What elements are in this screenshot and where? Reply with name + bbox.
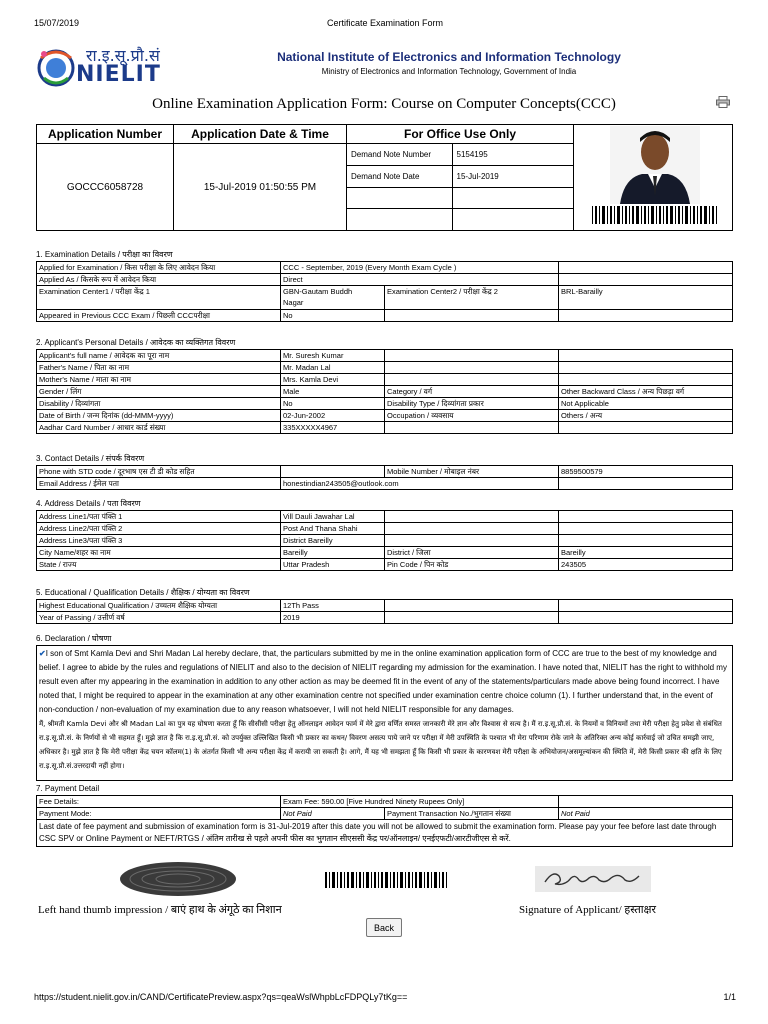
field-label: Occupation / व्यवसाय bbox=[385, 410, 559, 422]
exam-details-table bbox=[36, 261, 733, 322]
thumb-impression bbox=[118, 860, 238, 898]
occupation: Others / अन्य bbox=[559, 410, 733, 422]
payment-detail-section bbox=[36, 782, 733, 847]
empty-cell bbox=[385, 374, 559, 386]
payment-barcode bbox=[324, 872, 448, 888]
declaration-english: I son of Smt Kamla Devi and Shri Madan Lal hereby declare, that, the particulars submitted by me in the online examination application form of CCC are true to the best of my knowledge and belief. I agree to abide by the rules and regulations of NIELIT and also to the decision of NIELIT regarding my admission for the examination. I have noted that, NIELIT has the right to withhold my result even after my appearing in the examination in addition to any other action as may be deemed fit in the event of any of the statements/particulars made above being found incorrect. I have noted that, I might be required to appear in the examination at any other examination centre not specified under examination centre choice column (1). I further understand that, in the event of non-conduction / non-evaluation of my examination due to any reason whatsoever, I will not held NIELIT responsible for any damages. bbox=[39, 649, 727, 714]
page-url: https://student.nielit.gov.in/CAND/CertificatePreview.aspx?qs=qeaWslWhpbLcFDPQLy7tKg== bbox=[34, 992, 408, 1002]
payment-mode: Not Paid bbox=[281, 808, 385, 820]
field-label: Examination Center2 / परीक्षा केंद्र 2 bbox=[385, 286, 559, 310]
declaration-hindi: मैं, श्रीमती Kamla Devi और श्री Madan Lal का पुत्र यह घोषणा करता हूँ कि सीसीसी परीक्षा हेतु ऑनलाइन आवेदन फार्म में मेरे द्वारा वर्णित समस्त जानकारी मेरे ज्ञान और विश्वास से सत्य है। मैं रा.इ.सू.प्रौ.सं. के नियमों व विनियमों तथा मेरी परीक्षा हेतु प्रवेश से संबंधित रा.इ.सू.प्रौ.सं. के निर्णयों से भी सहमत हूँ। मुझे ज्ञात है कि रा.इ.सू.प्रौ.सं. को उपर्युक्त उल्लिखित किसी भी प्रकार का कथन/ विवरण असत्य पाये जाने पर परीक्षा में मेरी उपस्थिति के पश्चात भी मेरा परिणाम रोके जाने के अतिरिक्त अन्य कोई कार्रवाई जो उचित समझी जाए, अधिकार है। मुझे ज्ञात है कि मेरी परीक्षा केंद्र चयन कॉलम(1) के अंतर्गत किसी भी अन्य परीक्षा केंद्र में करायी जा सकती है। आगे, मैं यह भी समझता हूँ कि किसी भी प्रकार के कारणवश मेरी परीक्षा के अभियोजन/असमूल्यांकन की स्थिति में, मेरी किसी प्रकार की क्षति के लिए रा.इ.सू.प्रौ.सं.उत्तरदायी नहीं होगा। bbox=[39, 720, 722, 770]
application-barcode bbox=[590, 206, 720, 224]
organisation-name: National Institute of Electronics and Information Technology bbox=[277, 50, 621, 64]
applied-as: Direct bbox=[281, 274, 559, 286]
field-label: Email Address / ईमेल पता bbox=[37, 478, 281, 490]
field-label: Category / वर्ग bbox=[385, 386, 559, 398]
section-heading: 1. Examination Details / परीक्षा का विवरण bbox=[36, 250, 173, 259]
field-label: State / राज्य bbox=[37, 559, 281, 571]
exam-centre-1 bbox=[281, 286, 385, 310]
demand-note-number: 5154195 bbox=[452, 144, 573, 166]
empty-cell bbox=[385, 310, 559, 322]
empty-cell bbox=[559, 478, 733, 490]
declaration-section bbox=[36, 632, 733, 781]
empty-cell bbox=[559, 796, 733, 808]
logo-nielit-text: NIELIT bbox=[76, 62, 161, 87]
year-of-passing: 2019 bbox=[281, 612, 385, 624]
exam-details-section bbox=[36, 248, 733, 322]
empty-cell bbox=[385, 600, 559, 612]
office-use-table bbox=[347, 144, 573, 230]
office-use-cell bbox=[347, 144, 574, 231]
empty-cell bbox=[559, 310, 733, 322]
mobile-number: 8859500579 bbox=[559, 466, 733, 478]
demand-note-date-label: Demand Note Date bbox=[347, 166, 452, 188]
print-icon[interactable] bbox=[716, 96, 730, 108]
field-label: Disability / दिव्यांगता bbox=[37, 398, 281, 410]
empty-cell bbox=[559, 523, 733, 535]
payment-note: Last date of fee payment and submission of examination form is 31-Jul-2019 after this date you will not be allowed to submit the examination form. Please pay your fee before last date through CSC SPV or Online Payment or NEFT/RTGS / अंतिम तारीख से पहले अपनी फीस का भुगतान सीएससी केंद्र पर/ऑनलाइन/ एनईएफटी/आरटीजीएस से करें. bbox=[36, 820, 733, 847]
empty-cell bbox=[385, 362, 559, 374]
print-date: 15/07/2019 bbox=[34, 18, 80, 28]
print-header bbox=[34, 18, 736, 30]
empty-cell bbox=[559, 262, 733, 274]
phone bbox=[281, 466, 385, 478]
page-number: 1/1 bbox=[723, 992, 736, 1002]
exam-centre-2: BRL-Barailly bbox=[559, 286, 733, 310]
field-label: Date of Birth / जन्म दिनांक (dd-MMM-yyyy) bbox=[37, 410, 281, 422]
field-label: City Name/शहर का नाम bbox=[37, 547, 281, 559]
empty-cell bbox=[559, 600, 733, 612]
empty-cell bbox=[559, 274, 733, 286]
signature-label: Signature of Applicant/ हस्ताक्षर bbox=[519, 904, 657, 916]
field-label: District / जिला bbox=[385, 547, 559, 559]
empty-cell bbox=[385, 612, 559, 624]
logo-hindi-text: रा.इ.सू.प्रौ.सं bbox=[86, 46, 160, 65]
field-label: Address Line1/पता पंक्ति 1 bbox=[37, 511, 281, 523]
field-label: Pin Code / पिन कोड bbox=[385, 559, 559, 571]
print-title: Certificate Examination Form bbox=[326, 18, 444, 28]
empty-cell bbox=[385, 350, 559, 362]
applicant-name: Mr. Suresh Kumar bbox=[281, 350, 385, 362]
section-heading: 6. Declaration / घोषणा bbox=[36, 634, 112, 643]
address-details-section bbox=[36, 497, 733, 571]
education-details-table bbox=[36, 599, 733, 624]
field-label: Gender / लिंग bbox=[37, 386, 281, 398]
header-application-number: Application Number bbox=[37, 125, 174, 144]
empty-cell bbox=[559, 362, 733, 374]
email-address: honestindian243505@outlook.com bbox=[281, 478, 559, 490]
contact-details-section bbox=[36, 452, 733, 490]
section-heading: 7. Payment Detail bbox=[36, 784, 100, 793]
transaction-number: Not Paid bbox=[559, 808, 733, 820]
organisation-header bbox=[160, 50, 738, 76]
contact-details-table bbox=[36, 465, 733, 490]
father-name: Mr. Madan Lal bbox=[281, 362, 385, 374]
field-label: Disability Type / दिव्यांगता प्रकार bbox=[385, 398, 559, 410]
header-application-date: Application Date & Time bbox=[174, 125, 347, 144]
qualification: 12Th Pass bbox=[281, 600, 385, 612]
demand-note-number-label: Demand Note Number bbox=[347, 144, 452, 166]
field-label: Phone with STD code / दूरभाष एस टी डी कोड सहित bbox=[37, 466, 281, 478]
nielit-logo bbox=[36, 44, 161, 92]
header-office-use: For Office Use Only bbox=[347, 125, 574, 144]
empty-cell bbox=[385, 422, 559, 434]
personal-details-section bbox=[36, 336, 733, 434]
section-heading: 3. Contact Details / संपर्क विवरण bbox=[36, 454, 145, 463]
demand-note-date: 15-Jul-2019 bbox=[452, 166, 573, 188]
exam-centre-1-line: Nagar bbox=[283, 298, 304, 307]
fee-details: Exam Fee: 590.00 [Five Hundred Ninety Rupees Only] bbox=[281, 796, 559, 808]
application-number: GOCCC6058728 bbox=[37, 144, 174, 231]
payment-detail-table bbox=[36, 795, 733, 820]
field-label: Fee Details: bbox=[37, 796, 281, 808]
state: Uttar Pradesh bbox=[281, 559, 385, 571]
field-label: Highest Educational Qualification / उच्चतम शैक्षिक योग्यता bbox=[37, 600, 281, 612]
empty-cell bbox=[385, 511, 559, 523]
appeared-previous: No bbox=[281, 310, 385, 322]
category: Other Backward Class / अन्य पिछड़ा वर्ग bbox=[559, 386, 733, 398]
empty-cell bbox=[385, 523, 559, 535]
field-label: Applicant's full name / आवेदक का पूरा नाम bbox=[37, 350, 281, 362]
field-label: Year of Passing / उत्तीर्ण वर्ष bbox=[37, 612, 281, 624]
applied-for-exam: CCC - September, 2019 (Every Month Exam Cycle ) bbox=[281, 262, 559, 274]
district: Bareilly bbox=[559, 547, 733, 559]
mother-name: Mrs. Kamla Devi bbox=[281, 374, 385, 386]
empty-cell bbox=[559, 612, 733, 624]
education-details-section bbox=[36, 586, 733, 624]
declaration-box bbox=[36, 645, 733, 781]
date-of-birth: 02-Jun-2002 bbox=[281, 410, 385, 422]
field-label: Applied As / किसके रूप में आवेदन किया bbox=[37, 274, 281, 286]
office-blank-cell bbox=[452, 209, 573, 231]
address-details-table bbox=[36, 510, 733, 571]
office-blank-cell bbox=[347, 187, 452, 209]
field-label: Aadhar Card Number / आधार कार्ड संख्या bbox=[37, 422, 281, 434]
section-heading: 2. Applicant's Personal Details / आवेदक का व्यक्तिगत विवरण bbox=[36, 338, 236, 347]
field-label: Examination Center1 / परीक्षा केंद्र 1 bbox=[37, 286, 281, 310]
empty-cell bbox=[559, 422, 733, 434]
field-label: Address Line2/पता पंक्ति 2 bbox=[37, 523, 281, 535]
applicant-photo bbox=[590, 126, 720, 204]
field-label: Address Line3/पता पंक्ति 3 bbox=[37, 535, 281, 547]
globe-icon bbox=[36, 44, 76, 90]
office-blank-cell bbox=[452, 187, 573, 209]
field-label: Payment Mode: bbox=[37, 808, 281, 820]
disability: No bbox=[281, 398, 385, 410]
form-title: Online Examination Application Form: Course on Computer Concepts(CCC) bbox=[152, 96, 616, 112]
personal-details-table bbox=[36, 349, 733, 434]
aadhar-number: 335XXXXX4967 bbox=[281, 422, 385, 434]
office-blank-cell bbox=[347, 209, 452, 231]
empty-cell bbox=[559, 374, 733, 386]
gender: Male bbox=[281, 386, 385, 398]
address-line-2: Post And Thana Shahi bbox=[281, 523, 385, 535]
field-label: Mother's Name / माता का नाम bbox=[37, 374, 281, 386]
field-label: Father's Name / पिता का नाम bbox=[37, 362, 281, 374]
ministry-name: Ministry of Electronics and Information Technology, Government of India bbox=[321, 67, 577, 76]
field-label: Payment Transaction No./भुगतान संख्या bbox=[385, 808, 559, 820]
disability-type: Not Applicable bbox=[559, 398, 733, 410]
field-label: Mobile Number / मोबाइल नंबर bbox=[385, 466, 559, 478]
pin-code: 243505 bbox=[559, 559, 733, 571]
application-date: 15-Jul-2019 01:50:55 PM bbox=[174, 144, 347, 231]
city: Bareilly bbox=[281, 547, 385, 559]
section-heading: 4. Address Details / पता विवरण bbox=[36, 499, 141, 508]
address-line-1: Vill Dauli Jawahar Lal bbox=[281, 511, 385, 523]
field-label: Applied for Examination / किस परीक्षा के लिए आवेदन किया bbox=[37, 262, 281, 274]
thumb-impression-label: Left hand thumb impression / बाएं हाथ के अंगूठे का निशान bbox=[38, 904, 282, 916]
empty-cell bbox=[559, 535, 733, 547]
back-button[interactable]: Back bbox=[366, 918, 402, 937]
print-footer bbox=[34, 992, 736, 1004]
applicant-signature bbox=[535, 866, 651, 892]
empty-cell bbox=[559, 511, 733, 523]
empty-cell bbox=[559, 350, 733, 362]
address-line-3: District Bareilly bbox=[281, 535, 385, 547]
section-heading: 5. Educational / Qualification Details / शैक्षिक / योग्यता का विवरण bbox=[36, 588, 250, 597]
checkmark-icon[interactable]: ✔ bbox=[39, 649, 46, 658]
field-label: Appeared in Previous CCC Exam / पिछली CCCपरीक्षा bbox=[37, 310, 281, 322]
exam-centre-1-line: GBN-Gautam Buddh bbox=[283, 287, 353, 296]
empty-cell bbox=[385, 535, 559, 547]
